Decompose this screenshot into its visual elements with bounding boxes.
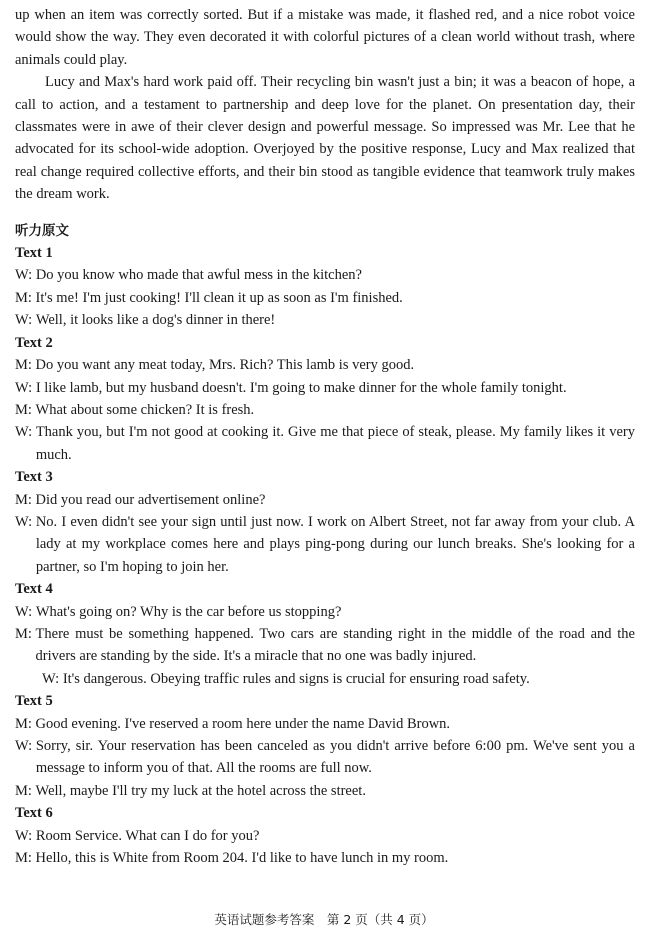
dialogue-line <box>15 601 635 623</box>
speaker-label: M: <box>15 491 36 508</box>
utterance-text: Thank you, but I'm not good at cooking it. Give me that piece of steak, please. My family likes it very much. <box>35 424 635 463</box>
dialogue-line <box>15 264 635 286</box>
story-paragraph-final: Lucy and Max's hard work paid off. Their recycling bin wasn't just a bin; it was a beacon of hope, a call to action, and a testament to partnership and deep love for the planet. On presentation day, their classmates were in awe of their clever design and powerful message. So impressed was Mr. Lee that he advocated for its school-wide adoption. Overjoyed by the positive response, Lucy and Max realized that real change required collective efforts, and their bin stood as tangible evidence that teamwork truly makes the dream work. <box>15 74 635 203</box>
speaker-label: W: <box>15 424 36 441</box>
dialogue-line <box>15 354 635 376</box>
speaker-label: W: <box>15 513 36 530</box>
text-label: Text 5 <box>15 693 53 710</box>
dialogue-line <box>15 623 635 668</box>
text-label: Text 4 <box>15 581 53 598</box>
utterance-text: What's going on? Why is the car before us stopping? <box>35 603 342 620</box>
dialogue-line <box>15 421 635 466</box>
utterance-text: No. I even didn't see your sign until just now. I work on Albert Street, not far away from your club. A lady at my workplace comes here and plays ping-pong during our lunch breaks. She's looking for a partner, so I'm hoping to join her. <box>35 513 635 575</box>
page-footer: 英语试题参考答案 第 2 页（共 4 页） <box>214 912 434 927</box>
speaker-label: M: <box>15 289 36 306</box>
utterance-text: Do you want any meat today, Mrs. Rich? This lamb is very good. <box>35 357 415 374</box>
text-label: Text 3 <box>15 469 53 486</box>
dialogue-line <box>15 668 635 690</box>
story-paragraph-continued: up when an item was correctly sorted. But if a mistake was made, it flashed red, and a nice robot voice would show the way. They even decorated it with colorful pictures of a clean world without trash, where animals could play. <box>15 7 635 68</box>
speaker-label: W: <box>42 670 63 687</box>
speaker-label: W: <box>15 379 36 396</box>
utterance-text: Well, it looks like a dog's dinner in there! <box>35 312 276 329</box>
utterance-text: Do you know who made that awful mess in the kitchen? <box>35 267 362 284</box>
listening-section-title: 听力原文 <box>15 222 69 239</box>
dialogue-line <box>15 511 635 578</box>
dialogue-line <box>15 399 635 421</box>
utterance-text: Good evening. I've reserved a room here under the name David Brown. <box>35 715 451 732</box>
utterance-text: There must be something happened. Two cars are standing right in the middle of the road and the drivers are standing by the side. It's a miracle that no one was badly injured. <box>35 625 635 665</box>
text-label: Text 2 <box>15 334 53 351</box>
dialogue-line <box>15 847 635 869</box>
utterance-text: Well, maybe I'll try my luck at the hotel across the street. <box>35 782 366 799</box>
speaker-label: M: <box>15 715 36 732</box>
dialogue-line <box>15 377 635 399</box>
dialogue-line <box>15 287 635 309</box>
utterance-text: Sorry, sir. Your reservation has been canceled as you didn't arrive before 6:00 pm. We've sent you a message to inform you of that. All the rooms are full now. <box>35 738 635 777</box>
dialogue-line <box>15 309 635 331</box>
text-label: Text 6 <box>15 805 53 822</box>
speaker-label: W: <box>15 267 36 284</box>
speaker-label: M: <box>15 625 36 642</box>
utterance-text: Did you read our advertisement online? <box>35 491 266 508</box>
speaker-label: M: <box>15 357 36 374</box>
speaker-label: W: <box>15 738 36 754</box>
speaker-label: M: <box>15 782 36 799</box>
dialogue-line <box>15 489 635 511</box>
speaker-label: W: <box>15 603 36 620</box>
dialogue-line <box>15 780 635 802</box>
utterance-text: Hello, this is White from Room 204. I'd like to have lunch in my room. <box>35 850 449 867</box>
dialogue-line <box>15 735 635 780</box>
dialogue-line <box>15 713 635 735</box>
speaker-label: W: <box>15 827 36 844</box>
text-label: Text 1 <box>15 245 53 262</box>
document-page <box>15 0 635 940</box>
utterance-text: It's dangerous. Obeying traffic rules and signs is crucial for ensuring road safety. <box>62 670 530 687</box>
utterance-text: Room Service. What can I do for you? <box>35 827 260 844</box>
speaker-label: M: <box>15 401 36 418</box>
speaker-label: M: <box>15 850 36 867</box>
utterance-text: It's me! I'm just cooking! I'll clean it up as soon as I'm finished. <box>35 289 403 306</box>
utterance-text: I like lamb, but my husband doesn't. I'm going to make dinner for the whole family tonight. <box>35 379 567 396</box>
dialogue-line <box>15 825 635 847</box>
speaker-label: W: <box>15 312 36 329</box>
listening-transcripts <box>15 242 635 869</box>
utterance-text: What about some chicken? It is fresh. <box>35 401 255 418</box>
